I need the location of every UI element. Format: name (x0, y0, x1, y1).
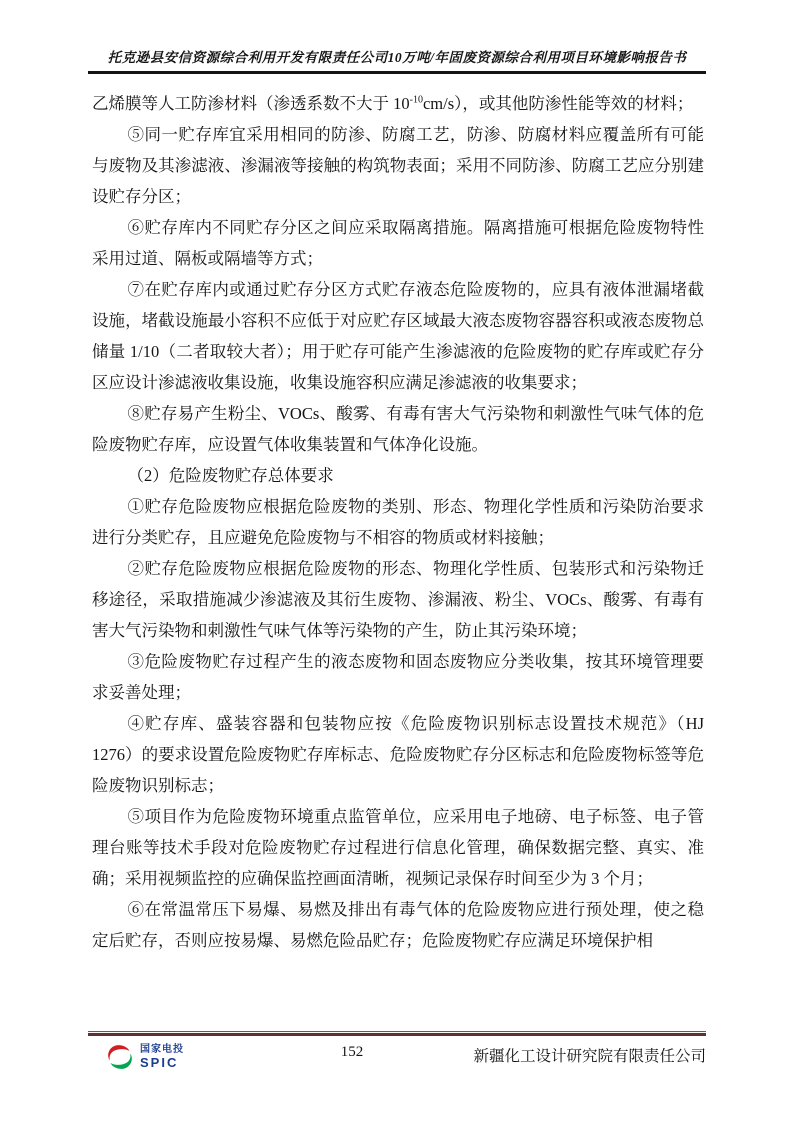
spic-swirl-icon (104, 1042, 136, 1072)
paragraph-continued (92, 88, 704, 119)
spic-logo-en: SPIC (140, 1055, 179, 1070)
paragraph-item-4: ④贮存库、盛装容器和包装物应按《危险废物识别标志设置技术规范》（HJ 1276）的要求设置危险废物贮存库标志、危险废物贮存分区标志和危险废物标签等危险废物识别标志； (92, 714, 704, 795)
paragraph-item-5b: ⑤项目作为危险废物环境重点监管单位，应采用电子地磅、电子标签、电子管理台账等技术手段对危险废物贮存过程进行信息化管理，确保数据完整、真实、准确；采用视频监控的应确保监控画面清晰，视频记录保存时间至少为 3 个月； (92, 807, 704, 888)
header-title: 托克逊县安信资源综合利用开发有限责任公司10万吨/年固废资源综合利用项目环境影响报告书 (107, 50, 687, 65)
paragraph-item-6: ⑥贮存库内不同贮存分区之间应采取隔离措施。隔离措施可根据危险废物特性采用过道、隔板或隔墙等方式； (92, 218, 704, 268)
spic-logo-text (140, 1045, 184, 1069)
paragraph-text: cm/s），或其他防渗性能等效的材料； (422, 94, 694, 113)
page-footer (88, 1040, 706, 1072)
paragraph-item-2: ②贮存危险废物应根据危险废物的形态、物理化学性质、包装形式和污染物迁移途径，采取措施减少渗滤液及其衍生废物、渗漏液、粉尘、VOCs、酸雾、有毒有害大气污染物和刺激性气味气体等污染物的产生，防止其污染环境； (92, 559, 704, 640)
footer-company-name: 新疆化工设计研究院有限责任公司 (473, 1048, 706, 1065)
section-heading-2: （2）危险废物贮存总体要求 (127, 466, 334, 485)
header-rule (88, 71, 706, 74)
paragraph-item-3: ③危险废物贮存过程产生的液态废物和固态废物应分类收集，按其环境管理要求妥善处理； (92, 652, 704, 702)
spic-logo (104, 1042, 248, 1072)
paragraph-text: 乙烯膜等人工防渗材料（渗透系数不大于 10 (92, 94, 410, 113)
paragraph-item-5: ⑤同一贮存库宜采用相同的防渗、防腐工艺，防渗、防腐材料应覆盖所有可能与废物及其渗滤液、渗漏液等接触的构筑物表面；采用不同防渗、防腐工艺应分别建设贮存分区； (92, 125, 704, 206)
spic-logo-cn: 国家电投 (140, 1044, 184, 1055)
footer-rule (88, 1031, 706, 1036)
paragraph-item-8: ⑧贮存易产生粉尘、VOCs、酸雾、有毒有害大气污染物和刺激性气味气体的危险废物贮存库，应设置气体收集装置和气体净化设施。 (92, 404, 704, 454)
paragraph-item-7: ⑦在贮存库内或通过贮存分区方式贮存液态危险废物的，应具有液体泄漏堵截设施，堵截设施最小容积不应低于对应贮存区域最大液态废物容器容积或液态废物总储量 1/10（二者取较大者）；用于贮存可能产生渗滤液的危险废物的贮存库或贮存分区应设计渗滤液收集设施，收集设施容积应满足渗滤液的收集要求； (92, 280, 704, 392)
superscript-exponent: -10 (409, 94, 423, 106)
paragraph-item-6b: ⑥在常温常压下易爆、易燃及排出有毒气体的危险废物应进行预处理，使之稳定后贮存，否则应按易爆、易燃危险品贮存；危险废物贮存应满足环境保护相 (92, 900, 704, 950)
page-number: 152 (340, 1044, 364, 1060)
paragraph-item-1: ①贮存危险废物应根据危险废物的类别、形态、物理化学性质和污染防治要求进行分类贮存，且应避免危险废物与不相容的物质或材料接触； (92, 497, 704, 547)
document-body (92, 88, 704, 956)
